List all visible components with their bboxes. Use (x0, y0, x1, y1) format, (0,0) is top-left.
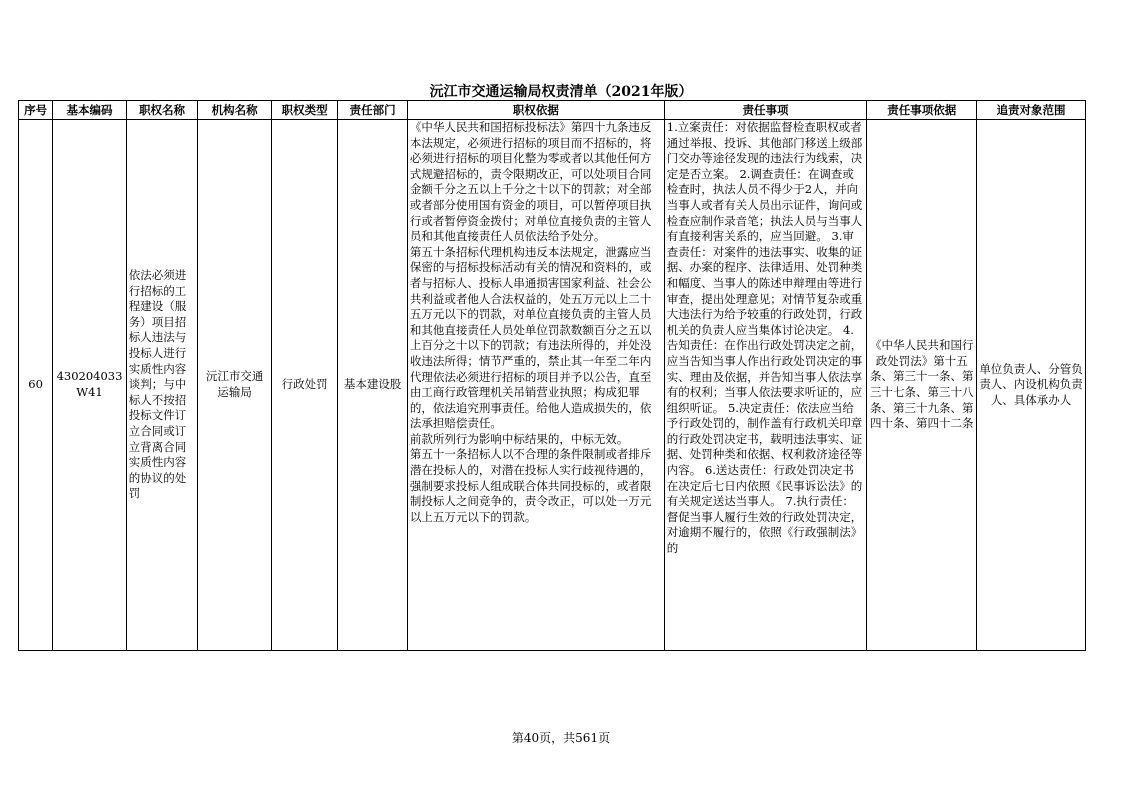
cell-code: 430204033W41 (53, 120, 127, 651)
document-title: 沅江市交通运输局权责清单（2021年版） (429, 84, 693, 100)
basis-paragraph: 前款所列行为影响中标结果的，中标无效。 (409, 431, 629, 446)
header-department: 责任部门 (338, 101, 408, 120)
page-footer: 第40页，共561页 (511, 731, 611, 745)
basis-paragraph: 《中华人民共和国招标投标法》第四十九条违反本法规定，必须进行招标的项目而不招标的，将必须进行招标的项目化整为零或者以其他任何方式规避招标的，责令限期改正，可以处项目合同金额千分之五以上千分之十以下的罚款；对全部或者部分使用国有资金的项目，可以暂停项目执行或者暂停资金拨付；对单位直接负责的主管人员和其他直接责任人员依法给予处分。 (409, 120, 652, 244)
cell-duties (664, 120, 867, 651)
header-org-name: 机构名称 (198, 101, 272, 120)
cell-power-name: 依法必须进行招标的工程建设（服务）项目招标人违法与投标人进行实质性内容谈判；与中标人不按招投标文件订立合同或订立背离合同实质性内容的协议的处罚 (126, 120, 198, 651)
header-seq: 序号 (19, 101, 53, 120)
basis-paragraph: 第五十一条招标人以不合理的条件限制或者排斥潜在投标人的，对潜在投标人实行歧视待遇的，强制要求投标人组成联合体共同投标的，或者限制投标人之间竞争的，责令改正，可以处一万元以上五万元以下的罚款。 (409, 447, 652, 524)
header-power-type: 职权类型 (271, 101, 337, 120)
cell-power-type: 行政处罚 (271, 120, 337, 651)
table-header-row (19, 101, 1086, 120)
cell-basis (407, 120, 664, 651)
cell-duty-basis: 《中华人民共和国行政处罚法》第十五条、第三十一条、第三十七条、第三十八条、第三十九条、第四十条、第四十二条 (867, 120, 977, 651)
cell-org-name: 沅江市交通运输局 (198, 120, 272, 651)
basis-text-block (410, 120, 662, 650)
duties-text-block: 1.立案责任：对依据监督检查职权或者通过举报、投诉、其他部门移送上级部门交办等途径发现的违法行为线索，决定是否立案。 2.调查责任：在调查或检查时，执法人员不得少于2人，并向当事人或者有关人员出示证件，询问或检查应制作录音笔；执法人员与当事人有直接利害关系的，应当回避。 3.审查责任：对案件的违法事实、收集的证据、办案的程序、法律适用、处罚种类和幅度、当事人的陈述申辩理由等进行审查，提出处理意见；对情节复杂或重大违法行为给予较重的行政处罚，行政机关的负责人应当集体讨论决定。 4.告知责任：在作出行政处罚决定之前，应当告知当事人作出行政处罚决定的事实、理由及依据，并告知当事人依法享有的权利；当事人依法要求听证的，应组织听证。 5.决定责任：依法应当给予行政处罚的，制作盖有行政机关印章的行政处罚决定书，载明违法事实、证据、处罚种类和依据、权利救济途径等内容。 6.送达责任：行政处罚决定书在决定后七日内依照《民事诉讼法》的有关规定送达当事人。 7.执行责任：督促当事人履行生效的行政处罚决定，对逾期不履行的，依照《行政强制法》的 (666, 120, 863, 556)
cell-accountability: 单位负责人、分管负责人、内设机构负责人、具体承办人 (977, 120, 1086, 651)
header-duty-basis: 责任事项依据 (867, 101, 977, 120)
cell-department: 基本建设股 (338, 120, 408, 651)
header-duties: 责任事项 (664, 101, 867, 120)
header-accountability: 追责对象范围 (977, 101, 1086, 120)
table-row (19, 120, 1086, 651)
header-code: 基本编码 (53, 101, 127, 120)
cell-seq: 60 (19, 120, 53, 651)
header-power-name: 职权名称 (126, 101, 198, 120)
basis-paragraph: 第五十条招标代理机构违反本法规定，泄露应当保密的与招标投标活动有关的情况和资料的，或者与招标人、投标人串通损害国家利益、社会公共利益或者他人合法权益的，处五万元以上二十五万元以下的罚款，对单位直接负责的主管人员和其他直接责任人员处单位罚款数额百分之五以上百分之十以下的罚款；有违法所得的，并处没收违法所得；情节严重的，禁止其一年至二年内代理依法必须进行招标的项目并予以公告，直至由工商行政管理机关吊销营业执照；构成犯罪的，依法追究刑事责任。给他人造成损失的，依法承担赔偿责任。 (409, 244, 652, 431)
responsibility-table (18, 100, 1086, 651)
header-basis: 职权依据 (407, 101, 664, 120)
